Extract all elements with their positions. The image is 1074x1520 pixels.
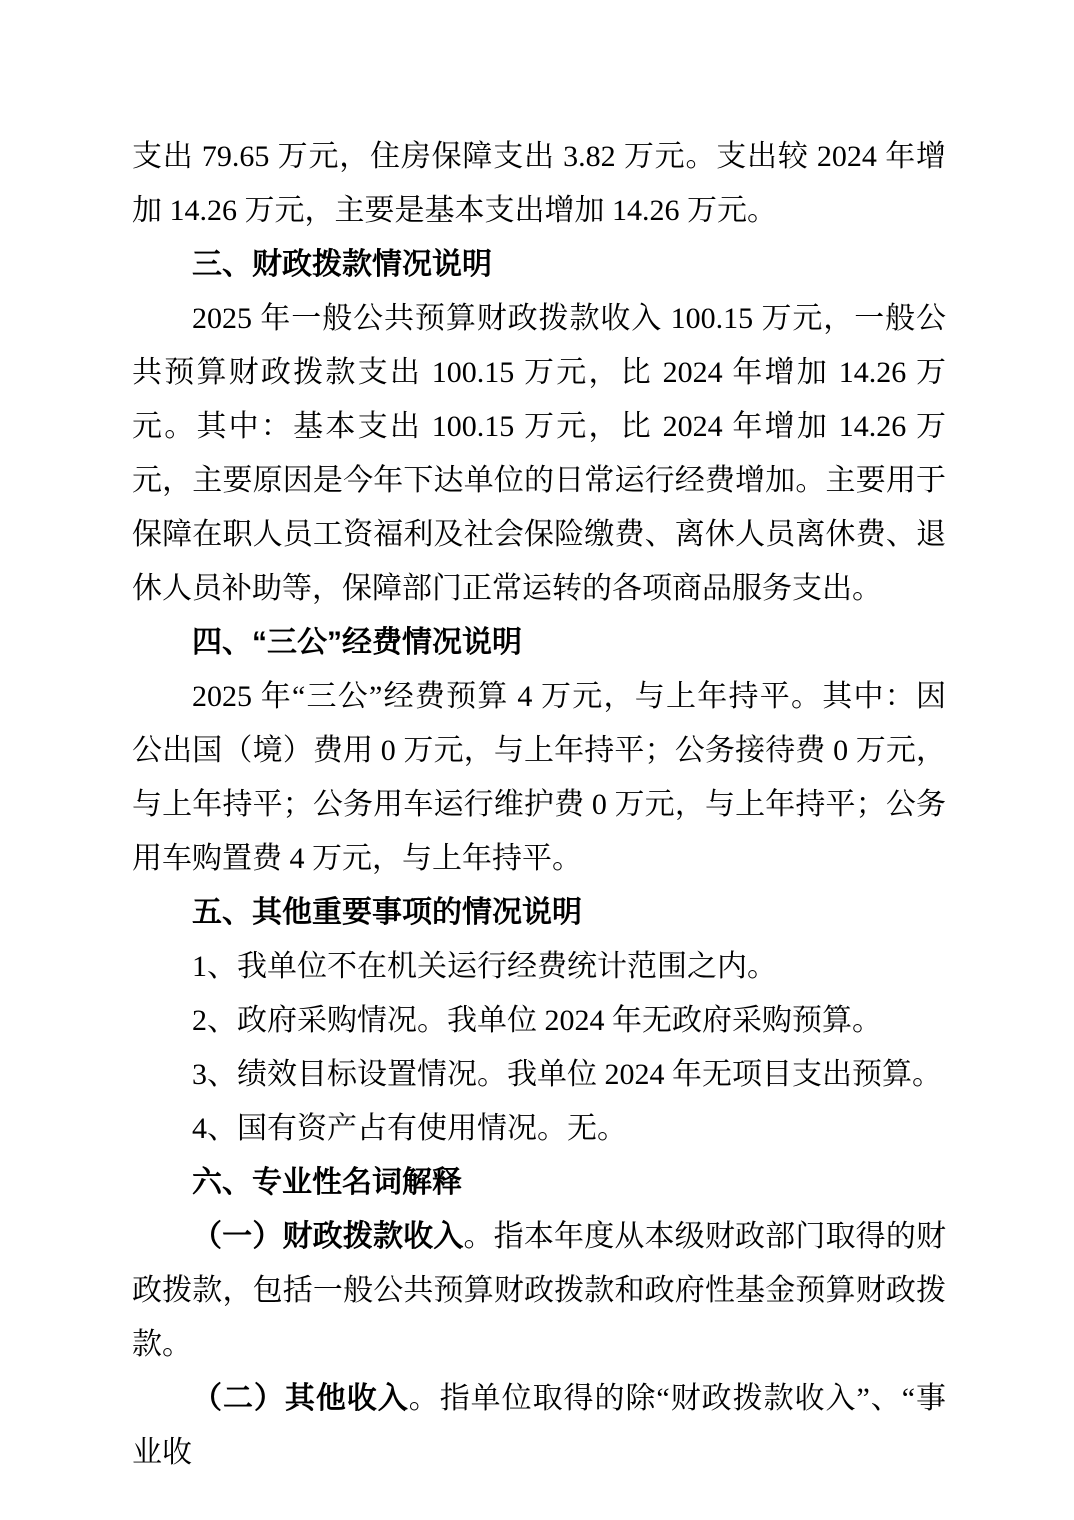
section-6-definition-1 bbox=[132, 1210, 946, 1372]
section-6-heading: 六、专业性名词解释 bbox=[192, 1166, 462, 1199]
section-6-definition-2 bbox=[132, 1372, 946, 1480]
definition-1-term: （一）财政拨款收入 bbox=[192, 1220, 464, 1253]
definition-1-text: 。指本年度从本级财政部门取得的财政拨款，包括一般公共预算财政拨款和政府性基金预算财政拨款。 bbox=[132, 1220, 946, 1361]
definition-2-term: （二）其他收入 bbox=[192, 1382, 409, 1415]
section-4-paragraph: 2025 年“三公”经费预算 4 万元，与上年持平。其中：因公出国（境）费用 0 万元，与上年持平；公务接待费 0 万元，与上年持平；公务用车运行维护费 0 万元，与上年持平；公务用车购置费 4 万元，与上年持平。 bbox=[132, 680, 946, 875]
section-4-heading: 四、“三公”经费情况说明 bbox=[192, 626, 522, 659]
section-3-heading: 三、财政拨款情况说明 bbox=[192, 248, 492, 281]
section-5-heading: 五、其他重要事项的情况说明 bbox=[192, 896, 582, 929]
section-5-item-3: 3、绩效目标设置情况。我单位 2024 年无项目支出预算。 bbox=[192, 1058, 942, 1091]
section-3-paragraph: 2025 年一般公共预算财政拨款收入 100.15 万元，一般公共预算财政拨款支出 100.15 万元，比 2024 年增加 14.26 万元。其中：基本支出 100.15 万元，比 2024 年增加 14.26 万元，主要原因是今年下达单位的日常运行经费增加。主要用于保障在职人员工资福利及社会保险缴费、离休人员离休费、退休人员补助等，保障部门正常运转的各项商品服务支出。 bbox=[132, 302, 946, 605]
section-5-item-1: 1、我单位不在机关运行经费统计范围之内。 bbox=[192, 950, 777, 983]
continued-paragraph: 支出 79.65 万元，住房保障支出 3.82 万元。支出较 2024 年增加 14.26 万元，主要是基本支出增加 14.26 万元。 bbox=[132, 140, 946, 227]
definition-2-text: 。指单位取得的除“财政拨款收入”、“事业收 bbox=[132, 1382, 946, 1469]
section-5-item-2: 2、政府采购情况。我单位 2024 年无政府采购预算。 bbox=[192, 1004, 882, 1037]
section-5-item-4: 4、国有资产占有使用情况。无。 bbox=[192, 1112, 627, 1145]
